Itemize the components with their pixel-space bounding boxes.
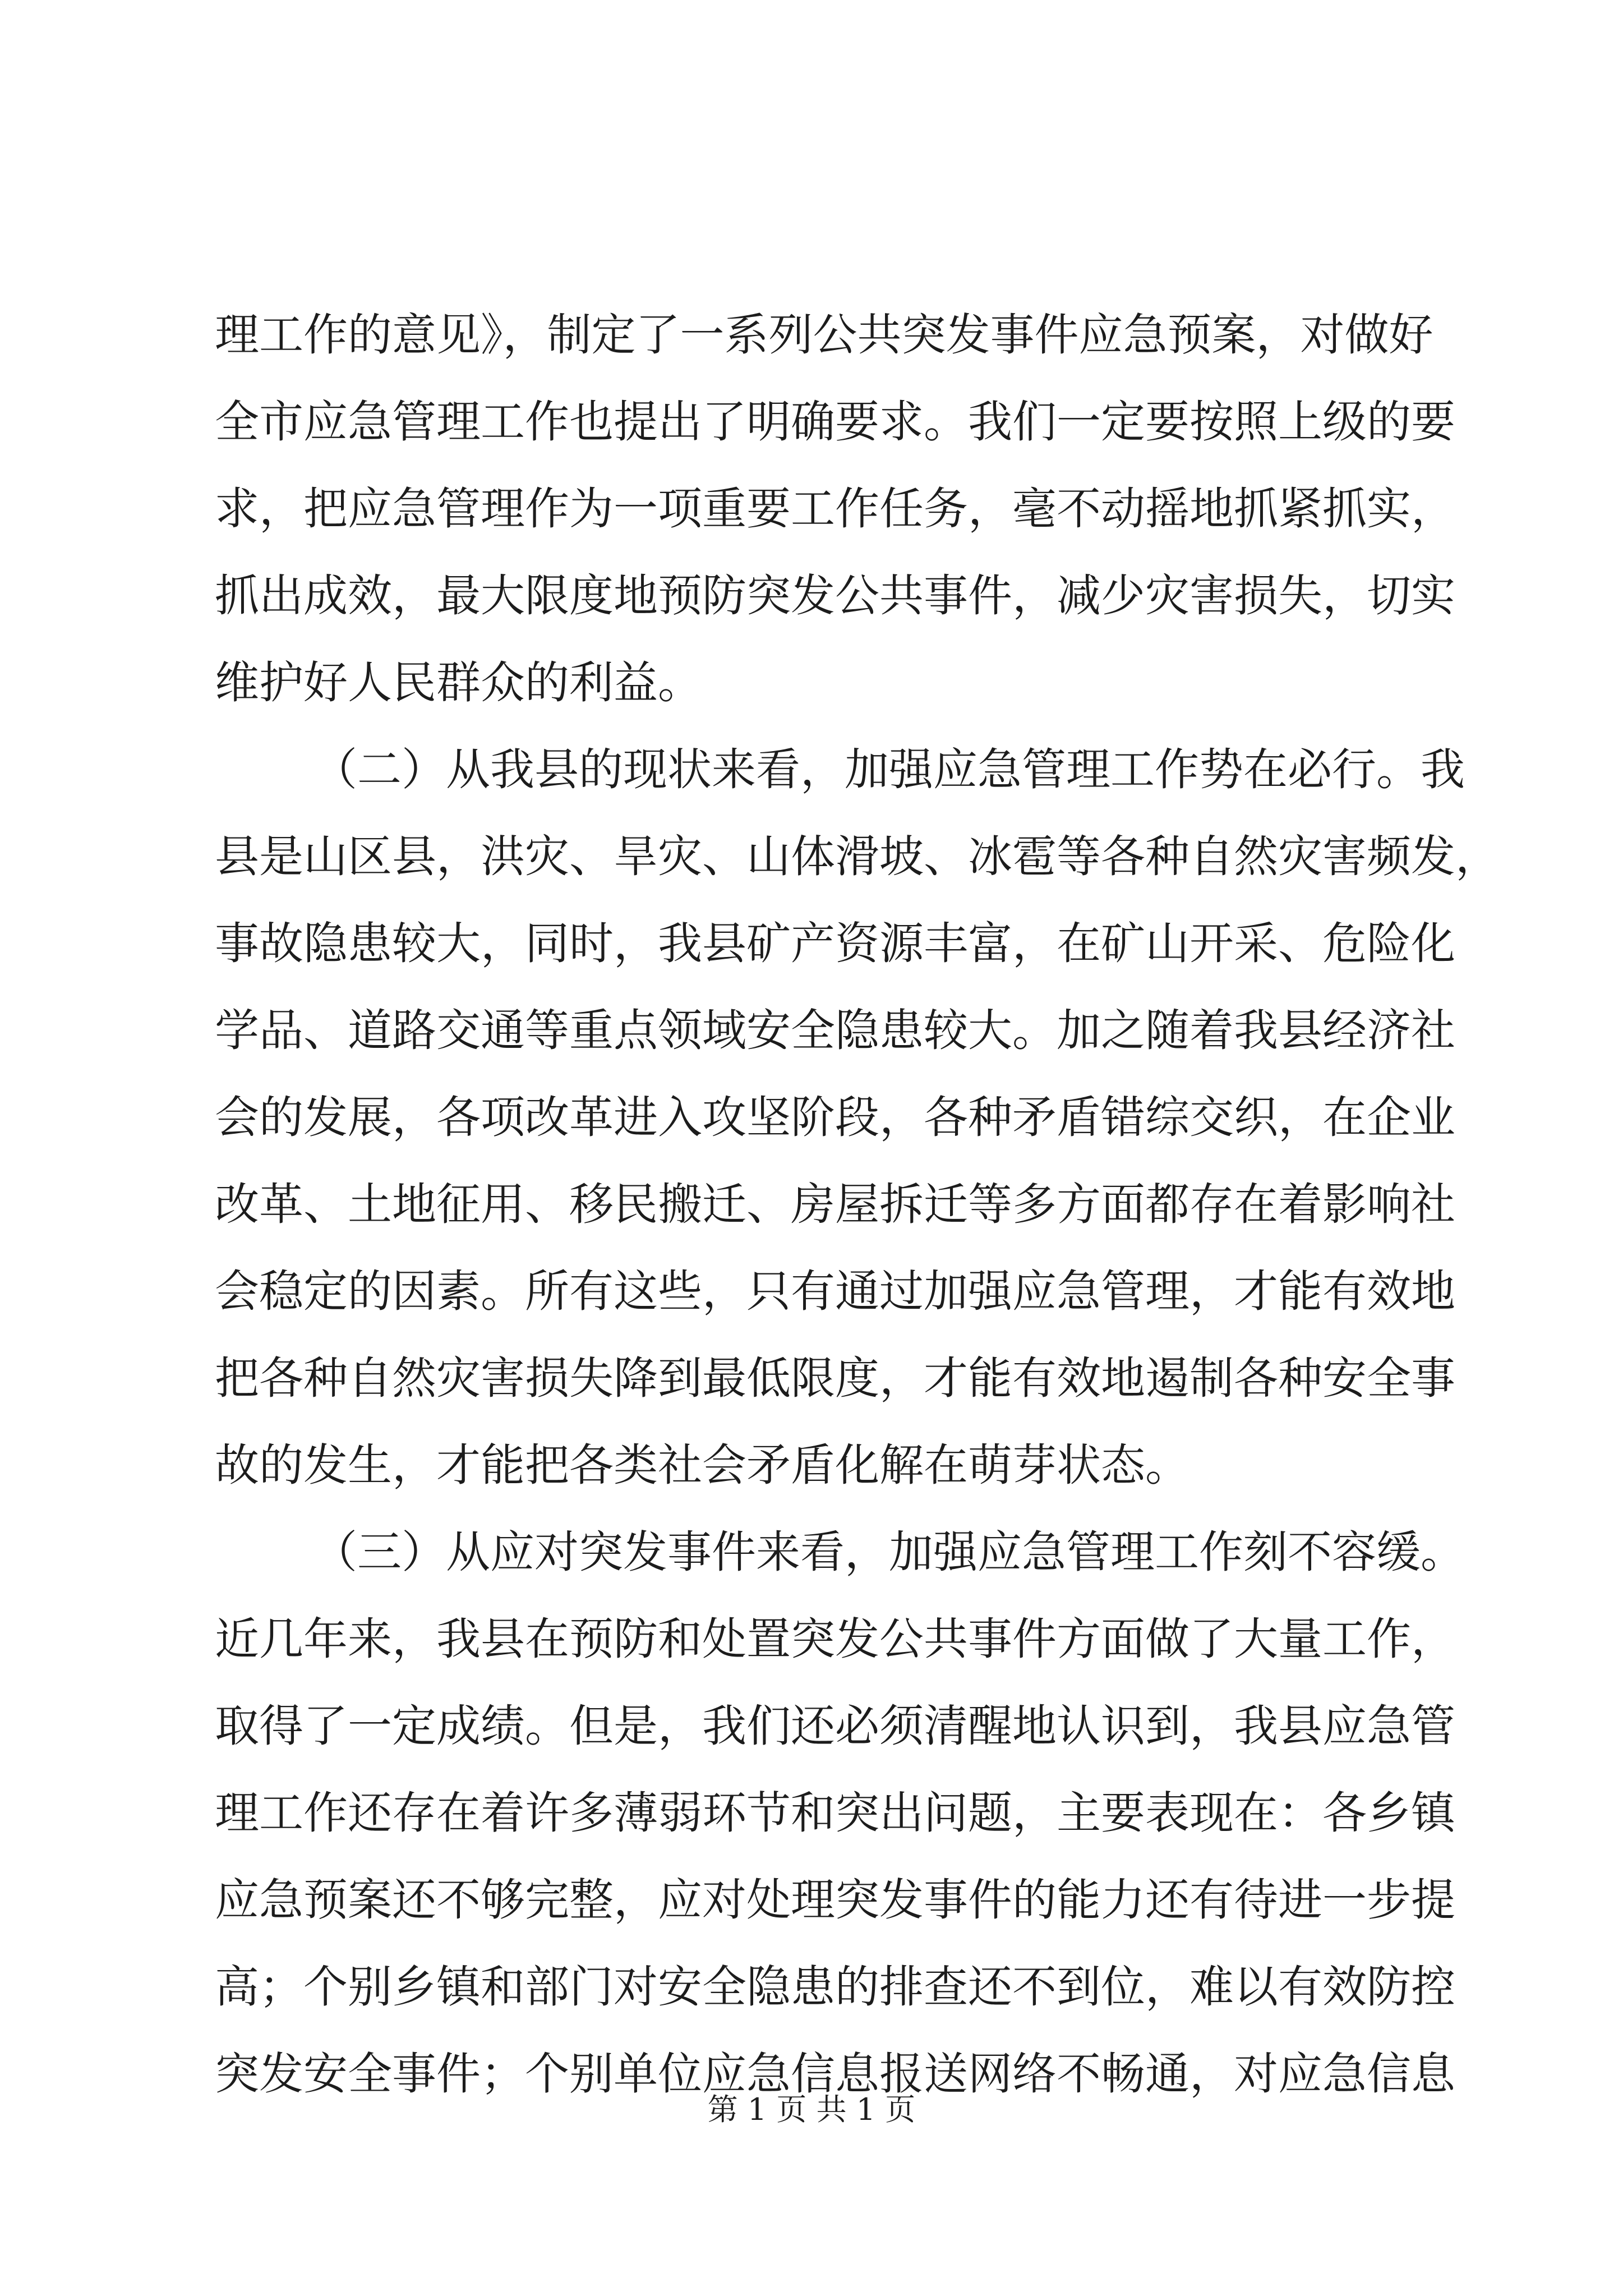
text-line: 会稳定的因素。所有这些，只有通过加强应急管理，才能有效地	[215, 1266, 1455, 1317]
text-line: 改革、土地征用、移民搬迁、房屋拆迁等多方面都存在着影响社	[215, 1179, 1455, 1230]
text-line: 学品、道路交通等重点领域安全隐患较大。加之随着我县经济社	[215, 1005, 1455, 1056]
paragraph-first-line: （三）从应对突发事件来看，加强应急管理工作刻不容缓。	[313, 1526, 1465, 1578]
text-line: 应急预案还不够完整，应对处理突发事件的能力还有待进一步提	[215, 1874, 1455, 1926]
text-line: 近几年来，我县在预防和处置突发公共事件方面做了大量工作，	[215, 1613, 1455, 1665]
text-line: 县是山区县，洪灾、旱灾、山体滑坡、冰雹等各种自然灾害频发，	[215, 831, 1500, 882]
text-line: 高；个别乡镇和部门对安全隐患的排查还不到位，难以有效防控	[215, 1961, 1455, 2013]
text-line: 维护好人民群众的利益。	[215, 657, 702, 708]
text-line: 突发安全事件；个别单位应急信息报送网络不畅通，对应急信息	[215, 2048, 1455, 2100]
paragraph-first-line: （二）从我县的现状来看，加强应急管理工作势在必行。我	[313, 744, 1465, 795]
text-line: 理工作还存在着许多薄弱环节和突出问题，主要表现在：各乡镇	[215, 1787, 1455, 1839]
text-line: 抓出成效，最大限度地预防突发公共事件，减少灾害损失，切实	[215, 570, 1455, 622]
text-line: 故的发生，才能把各类社会矛盾化解在萌芽状态。	[215, 1439, 1189, 1491]
text-line: 求，把应急管理作为一项重要工作任务，毫不动摇地抓紧抓实，	[215, 483, 1455, 535]
text-line: 理工作的意见》，制定了一系列公共突发事件应急预案，对做好	[215, 309, 1433, 361]
text-line: 事故隐患较大，同时，我县矿产资源丰富，在矿山开采、危险化	[215, 918, 1455, 969]
text-line: 把各种自然灾害损失降到最低限度，才能有效地遏制各种安全事	[215, 1352, 1455, 1404]
text-line: 全市应急管理工作也提出了明确要求。我们一定要按照上级的要	[215, 396, 1455, 448]
text-line: 会的发展，各项改革进入攻坚阶段，各种矛盾错综交织，在企业	[215, 1092, 1455, 1143]
document-body	[215, 292, 1500, 2118]
page-footer: 第 1 页 共 1 页	[707, 2092, 916, 2127]
text-line: 取得了一定成绩。但是，我们还必须清醒地认识到，我县应急管	[215, 1700, 1455, 1752]
